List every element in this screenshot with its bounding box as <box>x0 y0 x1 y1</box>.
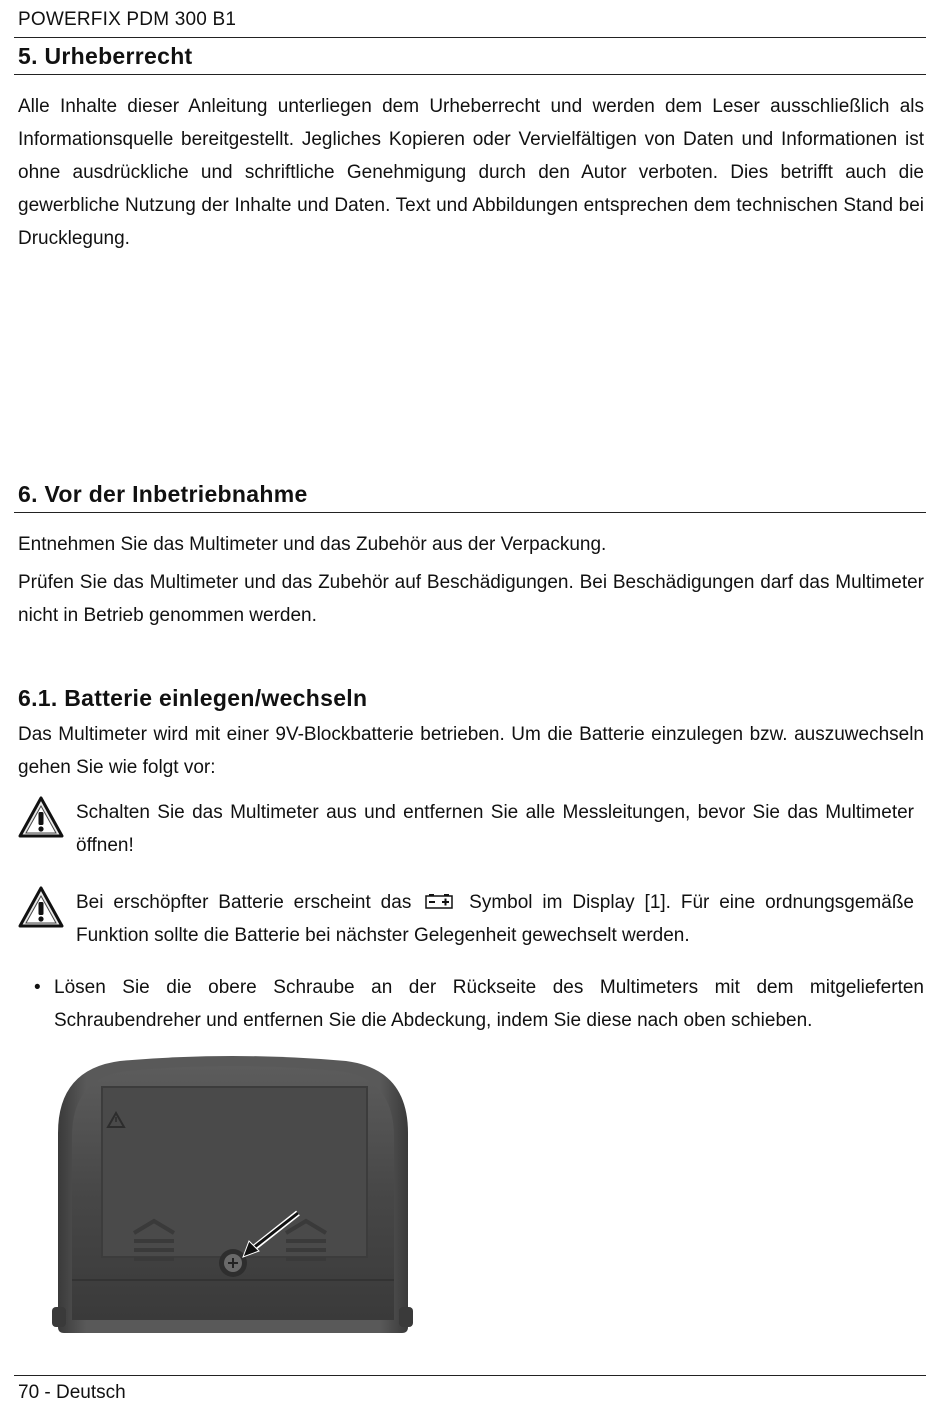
section-6-1-heading: 6.1. Batterie einlegen/wechseln <box>18 685 368 711</box>
section-6-para-2: Prüfen Sie das Multimeter und das Zubehör auf Beschädigungen. Bei Beschädigungen darf das Multimeter nicht in Betrieb genommen werden. <box>18 572 924 626</box>
document-header: POWERFIX PDM 300 B1 <box>18 9 237 30</box>
section-5-heading: 5. Urheberrecht <box>18 43 193 69</box>
multimeter-back-photo <box>50 1055 415 1335</box>
section-6-rule <box>14 512 926 513</box>
warning-triangle-icon <box>18 796 64 838</box>
section-6-heading: 6. Vor der Inbetriebnahme <box>18 481 308 507</box>
battery-low-icon <box>425 892 455 910</box>
warning-text-2-after: Symbol im Display [1]. Für eine ordnungsgemäße Funktion sollte die Batterie bei nächster Gelegenheit gewechselt werden. <box>76 892 914 946</box>
section-5-body: Alle Inhalte dieser Anleitung unterliegen dem Urheberrecht und werden dem Leser ausschließlich als Informationsquelle bereitgestellt. Jegliches Kopieren oder Vervielfältigen von Daten und Informationen ist ohne ausdrückliche und schriftliche Genehmigung durch den Autor verboten. Dies betrifft auch die gewerbliche Nutzung der Inhalte und Daten. Text und Abbildungen entsprechen dem technischen Stand bei Drucklegung. <box>18 96 924 249</box>
warning-text-2 <box>76 886 914 952</box>
bullet-text-1: Lösen Sie die obere Schraube an der Rückseite des Multimeters mit dem mitgelieferten Schraubendreher und entfernen Sie die Abdeckung, indem Sie diese nach oben schieben. <box>54 977 924 1031</box>
section-5-rule <box>14 74 926 75</box>
warning-text-2-before: Bei erschöpfter Batterie erscheint das <box>76 892 412 913</box>
warning-text-1: Schalten Sie das Multimeter aus und entfernen Sie alle Messleitungen, bevor Sie das Multimeter öffnen! <box>76 802 914 856</box>
warning-triangle-icon <box>18 886 64 928</box>
page-number: 70 - Deutsch <box>18 1382 126 1403</box>
footer-rule <box>14 1375 926 1376</box>
section-6-para-1: Entnehmen Sie das Multimeter und das Zubehör aus der Verpackung. <box>18 534 607 555</box>
section-6-1-intro: Das Multimeter wird mit einer 9V-Blockbatterie betrieben. Um die Batterie einzulegen bzw. auszuwechseln gehen Sie wie folgt vor: <box>18 724 924 778</box>
header-rule <box>14 37 926 38</box>
bullet-icon: • <box>34 977 41 998</box>
